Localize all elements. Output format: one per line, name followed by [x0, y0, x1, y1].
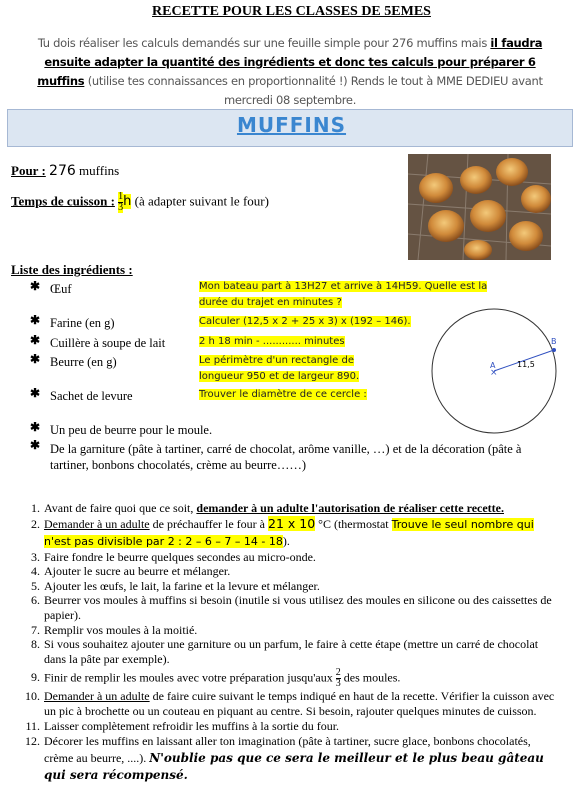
banner-title: MUFFINS	[236, 113, 347, 137]
bullet-icon: ✱	[30, 313, 41, 327]
point-b-label: B	[551, 337, 557, 346]
ingredient-question: Mon bateau part à 13H27 et arrive à 14H59. Quelle est la durée du trajet en minutes ?	[199, 281, 488, 308]
point-b-marker	[552, 348, 556, 352]
point-a-marker: ×	[490, 368, 498, 378]
bullet-icon: ✱	[30, 420, 41, 434]
pour-line	[11, 163, 119, 179]
radius-label: 11,5	[517, 360, 535, 369]
fill-fraction: $\frac{2}{3}$	[335, 667, 341, 690]
ingredient-name: Farine (en g)	[50, 316, 115, 330]
step-9: 9. Finir de remplir les moules avec votre préparation jusqu'aux $\frac{2}{3}$ des moules.	[31, 667, 401, 690]
ingredient-question: 2 h 18 min - ............ minutes	[199, 336, 345, 347]
cuisson-note: (à adapter suivant le four)	[134, 193, 269, 209]
bullet-icon: ✱	[30, 333, 41, 347]
ingredient-name: Œuf	[50, 282, 72, 296]
step-2: 2. Demander à un adulte de préchauffer le four à 21 x 10 °C (thermostat Trouve le seul nombre qui n'est pas divisible par 2 : 2 – 6 – 7 – 14 - 18).	[31, 515, 534, 548]
intro-bold: il faudra ensuite adapter la quantité des ingrédients et donc tes calculs pour préparer 6 muffins	[37, 36, 543, 88]
intro-part-2: (utilise tes connaissances en proportionnalité !) Rends le tout à MME DEDIEU avant mercredi 08 septembre.	[84, 74, 543, 107]
point-a-label: A	[490, 361, 496, 370]
steps-list	[22, 501, 562, 784]
step-1: 1. Avant de faire quoi que ce soit, demander à un adulte l'autorisation de réaliser cette recette.	[31, 501, 504, 515]
intro-text	[20, 34, 560, 110]
step-4: 4. Ajouter le sucre au beurre et mélanger.	[31, 564, 231, 579]
circle-figure	[420, 308, 580, 438]
step-3: 3. Faire fondre le beurre quelques secondes au micro-onde.	[31, 549, 316, 564]
step-12: 12. Décorer les muffins en laissant aller ton imagination (pâte à tartiner, sucre glace, bonbons chocolatés, crème au beurre, ....). N'oublie pas que ce sera le meilleur et le plus beau gâteau qui sera récompensé.	[25, 734, 544, 783]
cuisson-line	[11, 192, 269, 213]
cuisson-unit: h	[123, 194, 132, 210]
bullet-icon: ✱	[30, 386, 41, 400]
ingredient-question: Calculer (12,5 x 2 + 25 x 3) x (192 – 146).	[199, 316, 411, 327]
pour-unit: muffins	[79, 163, 120, 178]
intro-part-1: Tu dois réaliser les calculs demandés sur une feuille simple pour 276 muffins mais	[37, 36, 491, 50]
cuisson-label: Temps de cuisson :	[11, 193, 115, 209]
ingredient-question: Le périmètre d'un rectangle de longueur 950 et de largeur 890.	[199, 355, 360, 382]
cuisson-den: 3	[118, 202, 124, 213]
step-6: 6. Beurrer vos moules à muffins si besoin (inutile si vous utilisez des moules en silicone ou des caissettes de papier).	[31, 593, 552, 622]
ingredient-name: Beurre (en g)	[50, 355, 117, 369]
page-title: RECETTE POUR LES CLASSES DE 5EMES	[152, 4, 431, 19]
step-10: 10. Demander à un adulte de faire cuire suivant le temps indiqué en haut de la recette. Vérifier la cuisson avec un pic à brochette ou un couteau en piquant au centre. Si besoin, rajouter quelques minutes de cuisson.	[25, 689, 555, 718]
muffins-photo	[408, 154, 551, 260]
ingredient-question: Trouver le diamètre de ce cercle :	[199, 389, 367, 400]
step-8: 8. Si vous souhaitez ajouter une garniture ou un parfum, le faire à cette étape (mettre un carré de chocolat dans la pâte par exemple).	[31, 637, 539, 666]
bullet-icon: ✱	[30, 279, 41, 293]
bullet-icon: ✱	[30, 438, 41, 452]
cuisson-num: 1	[118, 191, 124, 202]
ingredients-heading: Liste des ingrédients :	[11, 262, 133, 277]
pour-label: Pour :	[11, 163, 46, 178]
ingredient-name: Sachet de levure	[50, 389, 133, 403]
step-5: 5. Ajouter les œufs, le lait, la farine et la levure et mélanger.	[31, 578, 320, 593]
ingredient-name: Cuillère à soupe de lait	[50, 336, 166, 350]
extra-item: Un peu de beurre pour le moule.	[50, 423, 213, 437]
bullet-icon: ✱	[30, 352, 41, 366]
pour-value: 276	[49, 163, 76, 179]
step-7: 7. Remplir vos moules à la moitié.	[31, 622, 198, 637]
extra-item: De la garniture (pâte à tartiner, carré de chocolat, arôme vanille, …) et de la décoration (pâte à tartiner, bonbons chocolatés, crème au beurre……)	[50, 442, 522, 472]
step-11: 11. Laisser complètement refroidir les muffins à la sortie du four.	[25, 718, 340, 733]
